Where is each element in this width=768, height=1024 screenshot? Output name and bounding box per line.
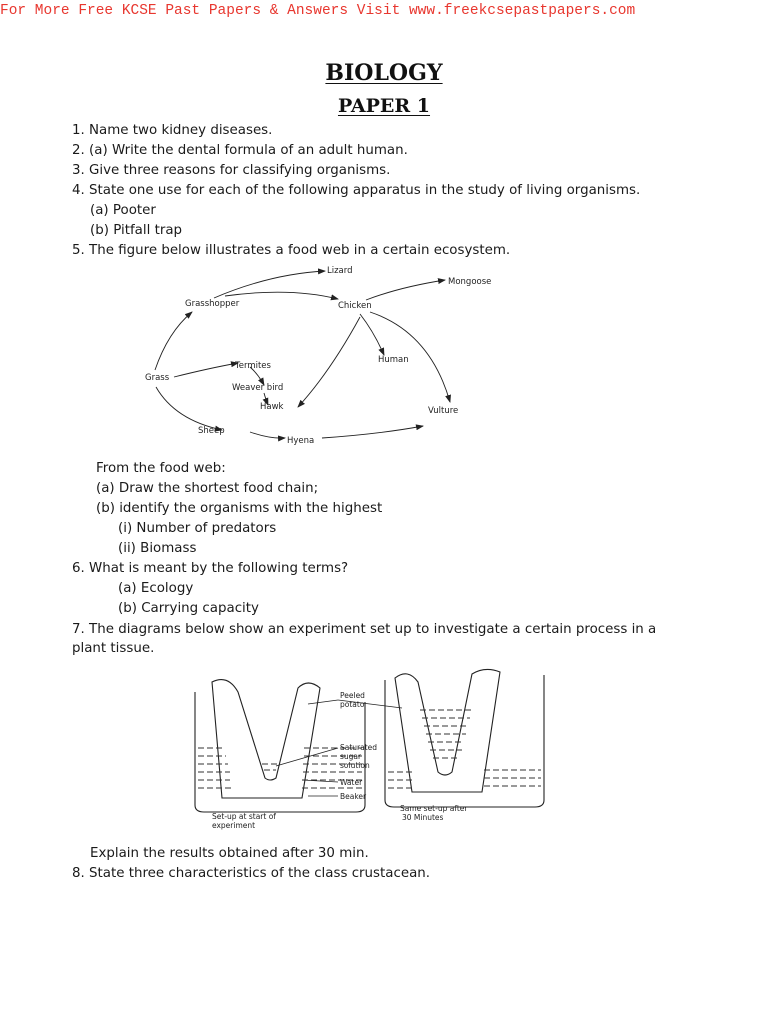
label-peeled: Peeled bbox=[340, 691, 365, 700]
node-hyena: Hyena bbox=[287, 436, 315, 446]
header-banner: For More Free KCSE Past Papers & Answers Visit www.freekcsepastpapers.com bbox=[0, 3, 636, 19]
node-mongoose: Mongoose bbox=[448, 277, 492, 287]
node-vulture: Vulture bbox=[428, 406, 459, 416]
question-6b: (b) Carrying capacity bbox=[118, 601, 259, 616]
node-grass: Grass bbox=[145, 373, 170, 383]
question-7-explain: Explain the results obtained after 30 min. bbox=[90, 846, 369, 861]
question-7-line1: 7. The diagrams below show an experiment set up to investigate a certain process in a bbox=[72, 622, 657, 637]
node-sheep: Sheep bbox=[198, 426, 225, 436]
label-water: Water bbox=[340, 778, 363, 787]
question-4b: (b) Pitfall trap bbox=[90, 223, 183, 238]
title-text: BIOLOGY bbox=[325, 60, 443, 86]
node-hawk: Hawk bbox=[260, 402, 284, 412]
question-3: 3. Give three reasons for classifying organisms. bbox=[72, 163, 391, 178]
question-6a: (a) Ecology bbox=[118, 581, 194, 596]
question-6: 6. What is meant by the following terms? bbox=[72, 561, 349, 576]
label-sugar: sugar bbox=[340, 752, 362, 761]
page-title bbox=[0, 60, 768, 86]
node-human: Human bbox=[378, 355, 409, 365]
question-4: 4. State one use for each of the following apparatus in the study of living organisms. bbox=[72, 183, 641, 198]
subtitle-text: PAPER 1 bbox=[337, 95, 431, 117]
label-saturated: Saturated bbox=[340, 743, 378, 752]
question-5b-ii: (ii) Biomass bbox=[118, 541, 197, 556]
q5-intro: From the food web: bbox=[96, 461, 226, 476]
node-termites: Termites bbox=[235, 361, 271, 371]
caption-after-line1: Same set-up after bbox=[400, 804, 468, 813]
question-4a: (a) Pooter bbox=[90, 203, 156, 218]
node-weaver-bird: Weaver bird bbox=[232, 383, 284, 393]
caption-start-line1: Set-up at start of bbox=[212, 812, 276, 821]
food-web-diagram bbox=[130, 262, 510, 452]
question-2: 2. (a) Write the dental formula of an adult human. bbox=[72, 143, 408, 158]
page-subtitle bbox=[0, 95, 768, 117]
question-5: 5. The figure below illustrates a food web in a certain ecosystem. bbox=[72, 243, 511, 258]
caption-start-line2: experiment bbox=[212, 821, 256, 830]
label-potato: potato bbox=[340, 700, 365, 709]
node-lizard: Lizard bbox=[327, 266, 353, 276]
question-7-line2: plant tissue. bbox=[72, 641, 155, 656]
question-5b: (b) identify the organisms with the highest bbox=[96, 501, 383, 516]
label-solution: solution bbox=[340, 761, 370, 770]
node-chicken: Chicken bbox=[338, 301, 372, 311]
label-beaker: Beaker bbox=[340, 792, 367, 801]
question-5a: (a) Draw the shortest food chain; bbox=[96, 481, 319, 496]
question-8: 8. State three characteristics of the class crustacean. bbox=[72, 866, 431, 881]
question-5b-i: (i) Number of predators bbox=[118, 521, 277, 536]
osmosis-experiment-diagram bbox=[190, 660, 550, 840]
caption-after-line2: 30 Minutes bbox=[402, 813, 444, 822]
question-1: 1. Name two kidney diseases. bbox=[72, 123, 273, 138]
node-grasshopper: Grasshopper bbox=[185, 299, 240, 309]
